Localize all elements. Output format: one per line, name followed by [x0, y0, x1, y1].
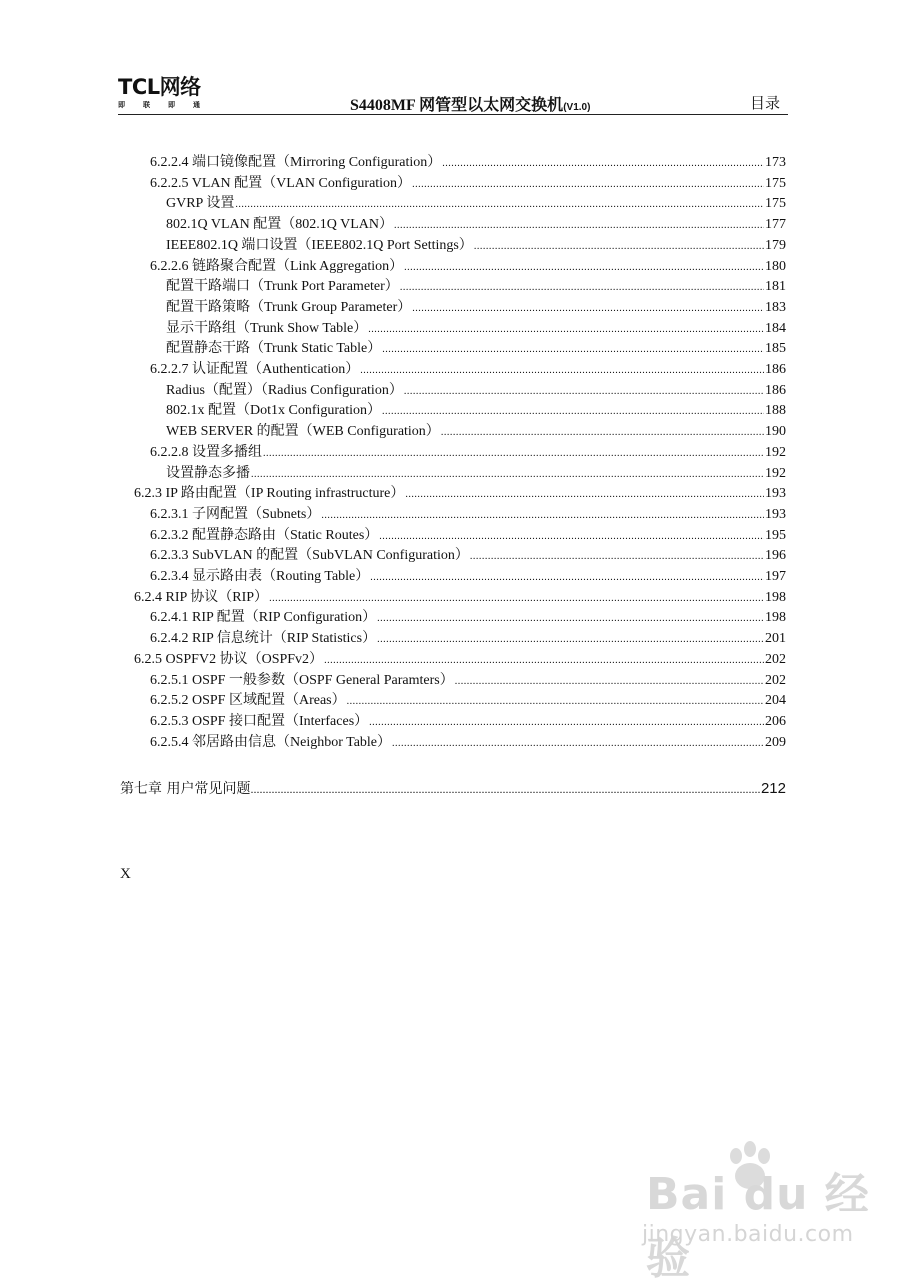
toc-entry[interactable] [150, 627, 786, 647]
toc-entry-title: WEB SERVER 的配置（WEB Configuration） [166, 424, 440, 440]
baidu-watermark [640, 1140, 870, 1284]
toc-leader-dots [412, 176, 764, 192]
toc-entry-page: 177 [765, 217, 786, 233]
toc-entry-title: 显示干路组（Trunk Show Table） [166, 320, 368, 336]
toc-entry[interactable] [166, 234, 786, 254]
toc-entry-title: 配置静态干路（Trunk Static Table） [166, 341, 382, 357]
logo-slogan-char: 联 [143, 101, 150, 109]
toc-entry-title: 6.2.5.2 OSPF 区域配置（Areas） [150, 693, 346, 709]
toc-entry-page: 202 [765, 672, 786, 688]
toc-entry-title: 6.2.5 OSPFV2 协议（OSPFv2） [134, 651, 324, 667]
toc-entry[interactable] [166, 399, 786, 419]
toc-entry-title: 6.2.3.2 配置静态路由（Static Routes） [150, 527, 379, 543]
toc-leader-dots [455, 673, 764, 689]
document-title-text: S4408MF 网管型以太网交换机 [350, 97, 564, 114]
toc-leader-dots [250, 781, 761, 798]
toc-entry[interactable] [166, 317, 786, 337]
watermark-url: jingyan.baidu.com [642, 1222, 854, 1247]
toc-leader-dots [377, 610, 764, 626]
logo-slogan-char: 通 [193, 101, 200, 109]
toc-entry-page: 173 [765, 155, 786, 170]
toc-entry-title: 6.2.5.4 邻居路由信息（Neighbor Table） [150, 734, 392, 750]
section-label: 目录 [749, 96, 780, 112]
toc-entry[interactable] [150, 731, 786, 751]
toc-leader-dots [382, 341, 764, 357]
toc-entry[interactable] [150, 565, 786, 585]
toc-entry-title: GVRP 设置 [166, 196, 235, 212]
toc-entry-title: 6.2.4.1 RIP 配置（RIP Configuration） [150, 610, 377, 626]
toc-leader-dots [474, 238, 764, 254]
toc-leader-dots [347, 693, 764, 709]
toc-leader-dots [441, 424, 764, 440]
toc-entry-page: 175 [765, 175, 786, 191]
toc-entry-page: 197 [765, 569, 786, 584]
toc-entry-page: 175 [765, 196, 786, 212]
toc-entry-page: 184 [765, 320, 786, 336]
toc-entry-title: 6.2.4.2 RIP 信息统计（RIP Statistics） [150, 631, 377, 647]
toc-leader-dots [470, 548, 764, 564]
toc-entry-title: 802.1Q VLAN 配置（802.1Q VLAN） [166, 217, 393, 233]
toc-entry-title: 配置干路端口（Trunk Port Parameter） [166, 279, 399, 295]
toc-entry[interactable] [150, 503, 786, 523]
toc-entry-page: 190 [765, 424, 786, 440]
toc-entry-title: 设置静态多播 [166, 465, 250, 481]
toc-leader-dots [392, 735, 764, 751]
toc-entry-page: 179 [765, 237, 786, 253]
toc-leader-dots [379, 528, 764, 544]
toc-entry-page: 192 [765, 465, 786, 481]
toc-entry[interactable] [166, 379, 786, 399]
toc-entry-page: 204 [765, 693, 786, 709]
toc-leader-dots [400, 279, 764, 295]
toc-entry-page: 180 [765, 258, 786, 274]
toc-entry[interactable] [166, 420, 786, 440]
toc-leader-dots [360, 362, 764, 378]
toc-leader-dots [321, 507, 764, 523]
toc-entry-title: 6.2.2.6 链路聚合配置（Link Aggregation） [150, 258, 404, 274]
toc-entry[interactable] [150, 524, 786, 544]
toc-entry-title: 6.2.5.1 OSPF 一般参数（OSPF General Paramters） [150, 672, 454, 688]
toc-entry-title: 6.2.3.3 SubVLAN 的配置（SubVLAN Configuration） [150, 548, 469, 564]
toc-leader-dots [442, 155, 764, 171]
toc-entry-title: IEEE802.1Q 端口设置（IEEE802.1Q Port Settings） [166, 237, 473, 253]
toc-leader-dots [377, 631, 764, 647]
toc-entry[interactable] [150, 151, 786, 171]
toc-entry-page: 181 [765, 279, 786, 295]
toc-entry-page: 201 [765, 631, 786, 647]
toc-entry-title: 6.2.3.1 子网配置（Subnets） [150, 506, 321, 522]
toc-entry-title: 6.2.2.5 VLAN 配置（VLAN Configuration） [150, 175, 412, 191]
toc-entry-title: 6.2.4 RIP 协议（RIP） [134, 589, 269, 605]
page-number: X [120, 866, 131, 882]
toc-entry[interactable] [150, 689, 786, 709]
toc-leader-dots [369, 714, 764, 730]
tcl-logo [118, 76, 214, 116]
toc-entry[interactable] [150, 358, 786, 378]
toc-entry-page: 188 [765, 403, 786, 419]
toc-entry[interactable] [166, 275, 786, 295]
toc-leader-dots [394, 217, 764, 233]
toc-entry-title: 6.2.2.4 端口镜像配置（Mirroring Configuration） [150, 155, 442, 170]
toc-entry-page: 186 [765, 382, 786, 398]
toc-entry-page: 206 [765, 713, 786, 729]
toc-chapter-title: 第七章 用户常见问题 [120, 781, 251, 797]
page-header [118, 70, 788, 116]
toc-leader-dots [404, 383, 764, 399]
logo-text: TCL网络 [118, 75, 201, 99]
logo-slogan [118, 100, 200, 110]
toc-entry[interactable] [134, 482, 786, 502]
toc-entry-title: 6.2.2.7 认证配置（Authentication） [150, 362, 360, 377]
toc-entry-title: 6.2.2.8 设置多播组 [150, 444, 262, 460]
toc-entry-page: 183 [765, 299, 786, 315]
toc-entry-title: 配置干路策略（Trunk Group Parameter） [166, 299, 412, 315]
toc-entry-page: 196 [765, 548, 786, 564]
toc-entry-page: 198 [765, 610, 786, 626]
toc-leader-dots [405, 486, 764, 502]
toc-entry-title: 6.2.3.4 显示路由表（Routing Table） [150, 569, 370, 584]
header-divider [118, 114, 788, 115]
toc-leader-dots [269, 590, 764, 606]
toc-entry[interactable] [166, 192, 786, 212]
toc-entry[interactable] [166, 337, 786, 357]
logo-slogan-char: 即 [168, 101, 175, 109]
toc-entry-page: 192 [765, 444, 786, 460]
toc-entry-page: 186 [765, 362, 786, 377]
toc-entry[interactable] [150, 710, 786, 730]
toc-entry[interactable] [166, 462, 786, 482]
toc-entry[interactable] [150, 255, 786, 275]
watermark-logo: Bai du 经验 [646, 1169, 870, 1284]
toc-entry[interactable] [150, 544, 786, 564]
toc-entry[interactable] [150, 441, 786, 461]
toc-entry[interactable] [166, 296, 786, 316]
toc-entry-page: 198 [765, 589, 786, 605]
toc-entry[interactable] [150, 669, 786, 689]
toc-leader-dots [235, 196, 764, 212]
toc-chapter-entry[interactable] [120, 778, 786, 798]
toc-entry[interactable] [150, 606, 786, 626]
toc-leader-dots [368, 321, 764, 337]
toc-leader-dots [412, 300, 764, 316]
toc-leader-dots [324, 652, 764, 668]
toc-entry-title: 6.2.5.3 OSPF 接口配置（Interfaces） [150, 713, 369, 729]
toc-entry-page: 193 [765, 506, 786, 522]
toc-entry[interactable] [166, 213, 786, 233]
toc-entry[interactable] [134, 586, 786, 606]
document-title [350, 92, 590, 115]
toc-entry[interactable] [134, 648, 786, 668]
toc-entry-page: 202 [765, 651, 786, 667]
toc-leader-dots [263, 445, 764, 461]
toc-entry-title: 802.1x 配置（Dot1x Configuration） [166, 403, 382, 419]
toc-entry-page: 209 [765, 734, 786, 750]
toc-entry-title: Radius（配置）（Radius Configuration） [166, 382, 403, 398]
toc-entry[interactable] [150, 172, 786, 192]
toc-leader-dots [404, 259, 764, 275]
toc-entry-title: 6.2.3 IP 路由配置（IP Routing infrastructure） [134, 486, 405, 502]
toc-entry-page: 195 [765, 527, 786, 543]
toc-chapter-page: 212 [760, 780, 786, 797]
logo-slogan-char: 即 [118, 101, 125, 109]
toc-entry-page: 193 [765, 486, 786, 502]
toc-leader-dots [370, 569, 764, 585]
toc-leader-dots [382, 403, 764, 419]
toc-leader-dots [251, 466, 764, 482]
toc-entry-page: 185 [765, 341, 786, 357]
document-version: (V1.0) [563, 102, 591, 113]
